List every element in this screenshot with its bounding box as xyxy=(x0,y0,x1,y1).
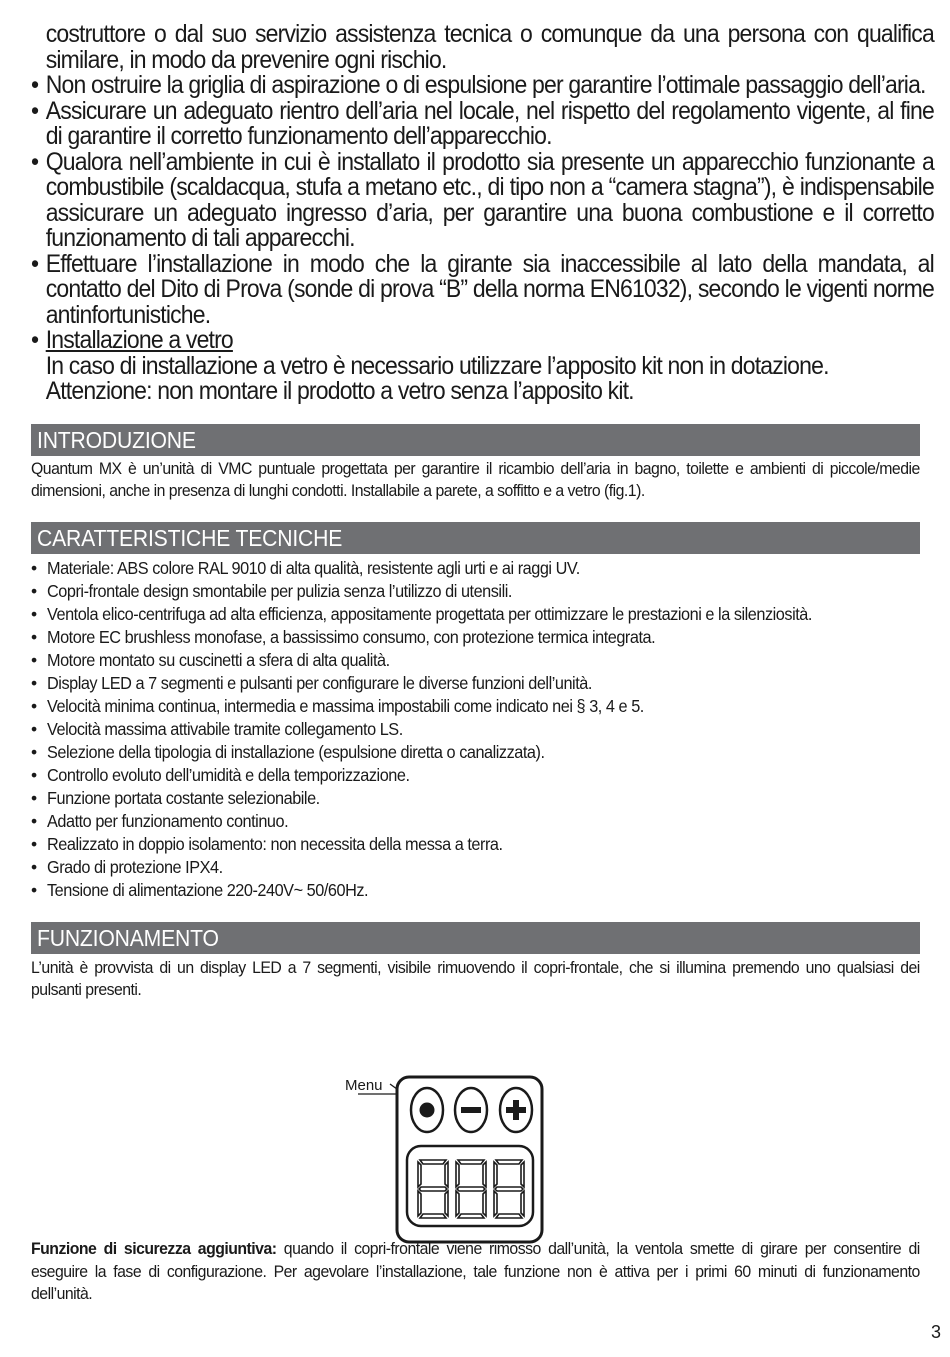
safety-bullet-list xyxy=(31,20,934,405)
spec-item: • Motore montato su cuscinetti a sfera di alta qualità. xyxy=(31,649,920,672)
spec-item: • Grado di protezione IPX4. xyxy=(31,856,920,879)
list-item: • Assicurare un adeguato rientro dell’aria nel locale, nel rispetto del regolamento vigente, al fine di garantire il corretto funzionamento dell’apparecchio. xyxy=(31,99,934,150)
operation-text: L’unità è provvista di un display LED a 7 segmenti, visibile rimuovendo il copri-frontale, che si illumina premendo uno qualsiasi dei pulsanti presenti. xyxy=(31,957,920,999)
glass-install-item xyxy=(31,328,934,405)
spec-item: • Selezione della tipologia di installazione (espulsione diretta o canalizzata). xyxy=(31,741,920,764)
minus-button-icon[interactable] xyxy=(455,1088,487,1132)
led-display xyxy=(407,1146,533,1226)
menu-button-icon[interactable] xyxy=(411,1088,443,1132)
section-title: CARATTERISTICHE TECNICHE xyxy=(37,524,343,551)
intro-text: Quantum MX è un’unità di VMC puntuale progettata per garantire il ricambio dell’aria in bagno, toilette e ambienti di piccole/medie dimensioni, anche in presenza di lunghi condotti. Installabile a parete, a soffitto e a vetro (fig.1). xyxy=(31,458,920,500)
spec-item: • Motore EC brushless monofase, a bassissimo consumo, con protezione termica integrata. xyxy=(31,626,920,649)
control-panel-figure xyxy=(340,1072,550,1247)
spec-item: • Realizzato in doppio isolamento: non necessita della messa a terra. xyxy=(31,833,920,856)
spec-item: • Copri-frontale design smontabile per pulizia senza l’utilizzo di utensili. xyxy=(31,580,920,603)
spec-item: • Tensione di alimentazione 220-240V~ 50/60Hz. xyxy=(31,879,920,902)
list-item: • Qualora nell’ambiente in cui è installato il prodotto sia presente un apparecchio funzionante a combustibile (scaldacqua, stufa a metano etc., di tipo non a “camera stagna”), è indispensabile assicurare un adeguato ingresso d’aria, per garantire una buona combustione e il corretto funzionamento di tali apparecchi. xyxy=(31,150,934,252)
list-item: • Non ostruire la griglia di aspirazione o di espulsione per garantire l’ottimale passaggio dell’aria. xyxy=(31,73,934,99)
specs-list xyxy=(31,557,920,902)
glass-install-line1: In caso di installazione a vetro è necessario utilizzare l’apposito kit non in dotazione. xyxy=(45,351,829,380)
section-title: FUNZIONAMENTO xyxy=(37,924,219,951)
operation-paragraph xyxy=(31,957,920,1002)
spec-item: • Materiale: ABS colore RAL 9010 di alta qualità, resistente agli urti e ai raggi UV. xyxy=(31,557,920,580)
spec-item: • Funzione portata costante selezionabile. xyxy=(31,787,920,810)
menu-label: Menu xyxy=(345,1077,383,1094)
page-number: 3 xyxy=(930,1322,941,1342)
list-item: costruttore o dal suo servizio assistenza tecnica o comunque da una persona con qualifica similare, in modo da prevenire ogni rischio. xyxy=(45,20,934,74)
spec-item: • Velocità minima continua, intermedia e massima impostabili come indicato nei § 3, 4 e 5. xyxy=(31,695,920,718)
document-page xyxy=(31,20,934,1002)
section-header-funzionamento xyxy=(31,922,920,954)
section-header-introduzione xyxy=(31,424,920,456)
spec-item: • Ventola elico-centrifuga ad alta efficienza, appositamente progettata per ottimizzare le prestazioni e la silenziosità. xyxy=(31,603,920,626)
section-header-caratteristiche xyxy=(31,522,920,554)
safety-text: quando il copri-frontale viene rimosso dall’unità, la ventola smette di girare per consentire di eseguire la fase di configurazione. Per agevolare l’installazione, tale funzione non è attiva per i primi 60 minuti di funzionamento dell’unità. xyxy=(31,1239,920,1303)
glass-install-line2: Attenzione: non montare il prodotto a vetro senza l’apposito kit. xyxy=(45,377,634,405)
glass-install-title: Installazione a vetro xyxy=(45,326,233,354)
safety-paragraph xyxy=(31,1238,920,1306)
safety-title: Funzione di sicurezza aggiuntiva: xyxy=(31,1239,277,1258)
spec-item: • Velocità massima attivabile tramite collegamento LS. xyxy=(31,718,920,741)
spec-item: • Adatto per funzionamento continuo. xyxy=(31,810,920,833)
section-title: INTRODUZIONE xyxy=(37,426,196,453)
plus-button-icon[interactable] xyxy=(500,1088,532,1132)
spec-item: • Controllo evoluto dell’umidità e della temporizzazione. xyxy=(31,764,920,787)
spec-item: • Display LED a 7 segmenti e pulsanti per configurare le diverse funzioni dell’unità. xyxy=(31,672,920,695)
intro-paragraph xyxy=(31,458,920,503)
list-item: • Effettuare l’installazione in modo che la girante sia inaccessibile al lato della mandata, al contatto del Dito di Prova (sonde di prova “B” della norma EN61032), secondo le vigenti norme antinfortunistiche. xyxy=(31,252,934,329)
